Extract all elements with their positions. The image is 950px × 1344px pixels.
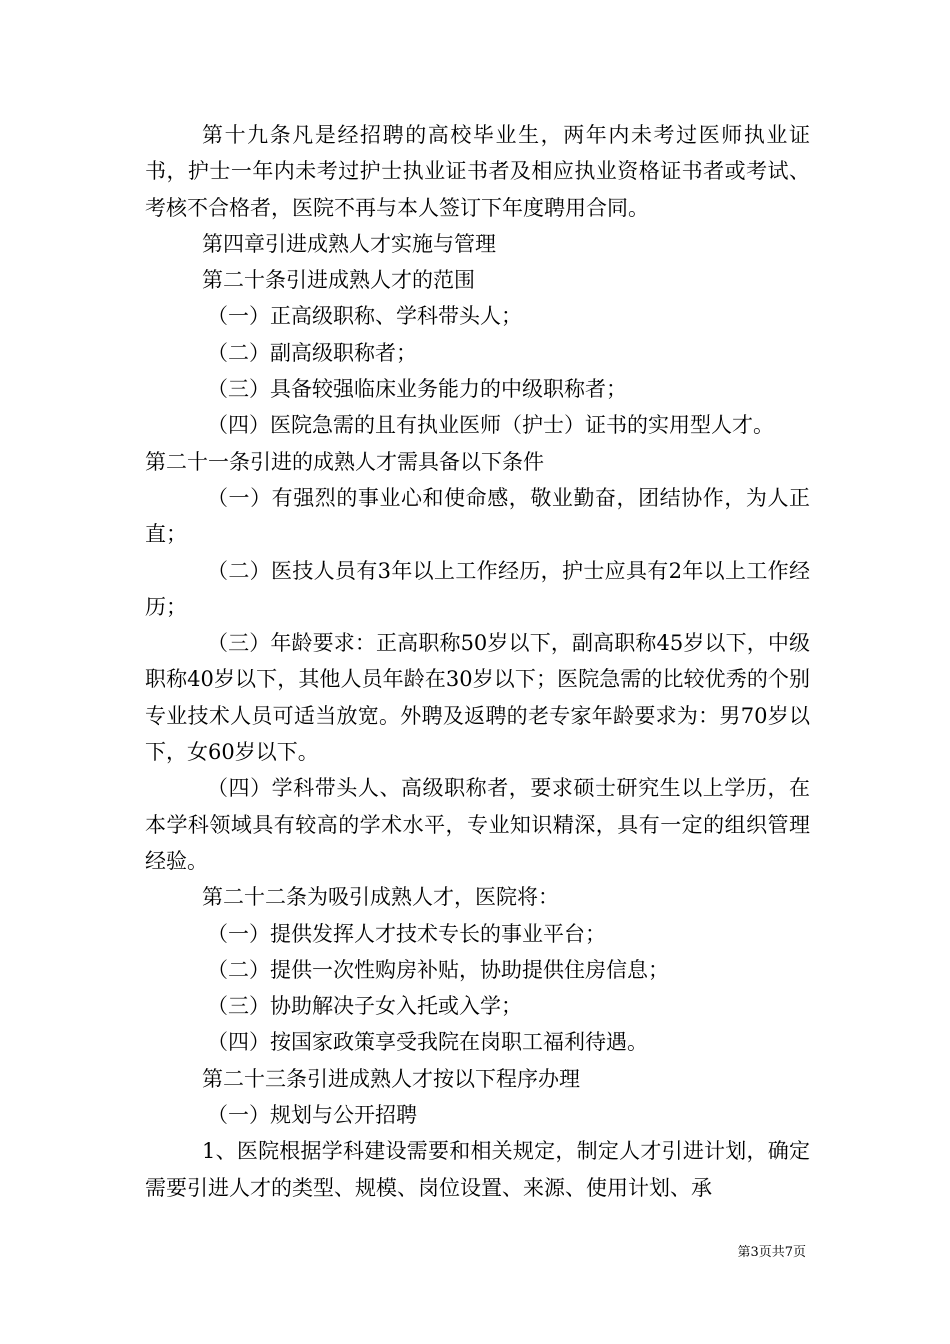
article-20-heading: 第二十条引进成熟人才的范围 [202,268,475,293]
article-19-paragraph: 第十九条凡是经招聘的高校毕业生，两年内未考过医师执业证书，护士一年内未考过护士执业证书者及相应执业资格证书者或考试、考核不合格者，医院不再与本人签订下年度聘用合同。 [145,123,810,220]
article-22-heading: 第二十二条为吸引成熟人才，医院将： [202,885,559,910]
page-number: 第3页共7页 [737,1245,806,1260]
article-20-item-4: （四）医院急需的且有执业医师（护士）证书的实用型人才。 [207,413,774,438]
article-20-item-1: （一）正高级职称、学科带头人； [207,304,522,329]
article-22-item-3: （三）协助解决子女入托或入学； [207,994,522,1019]
article-21-item-4: （四）学科带头人、高级职称者，要求硕士研究生以上学历，在本学科领域具有较高的学术水平，专业知识精深，具有一定的组织管理经验。 [145,776,810,873]
article-21-item-1: （一）有强烈的事业心和使命感，敬业勤奋，团结协作，为人正直； [145,485,810,547]
chapter-4-heading: 第四章引进成熟人才实施与管理 [202,231,496,256]
article-21-item-2: （二）医技人员有3年以上工作经历，护士应具有2年以上工作经历； [145,558,810,619]
article-23-step-1: 1、医院根据学科建设需要和相关规定，制定人才引进计划，确定需要引进人才的类型、规模、岗位设置、来源、使用计划、承 [145,1139,810,1200]
document-body [145,117,810,1206]
article-22-item-1: （一）提供发挥人才技术专长的事业平台； [207,921,606,946]
article-20-item-2: （二）副高级职称者； [207,340,417,365]
article-22-item-2: （二）提供一次性购房补贴，协助提供住房信息； [207,957,669,982]
article-23-item-1: （一）规划与公开招聘 [207,1103,417,1128]
article-23-heading: 第二十三条引进成熟人才按以下程序办理 [202,1066,580,1091]
article-21-item-3: （三）年龄要求：正高职称50岁以下，副高职称45岁以下，中级职称40岁以下，其他人员年龄在30岁以下；医院急需的比较优秀的个别专业技术人员可适当放宽。外聘及返聘的老专家年龄要求为：男70岁以下，女60岁以下。 [145,631,810,765]
article-20-item-3: （三）具备较强临床业务能力的中级职称者； [207,377,627,402]
article-21-heading: 第二十一条引进的成熟人才需具备以下条件 [145,449,544,474]
article-22-item-4: （四）按国家政策享受我院在岗职工福利待遇。 [207,1030,648,1055]
